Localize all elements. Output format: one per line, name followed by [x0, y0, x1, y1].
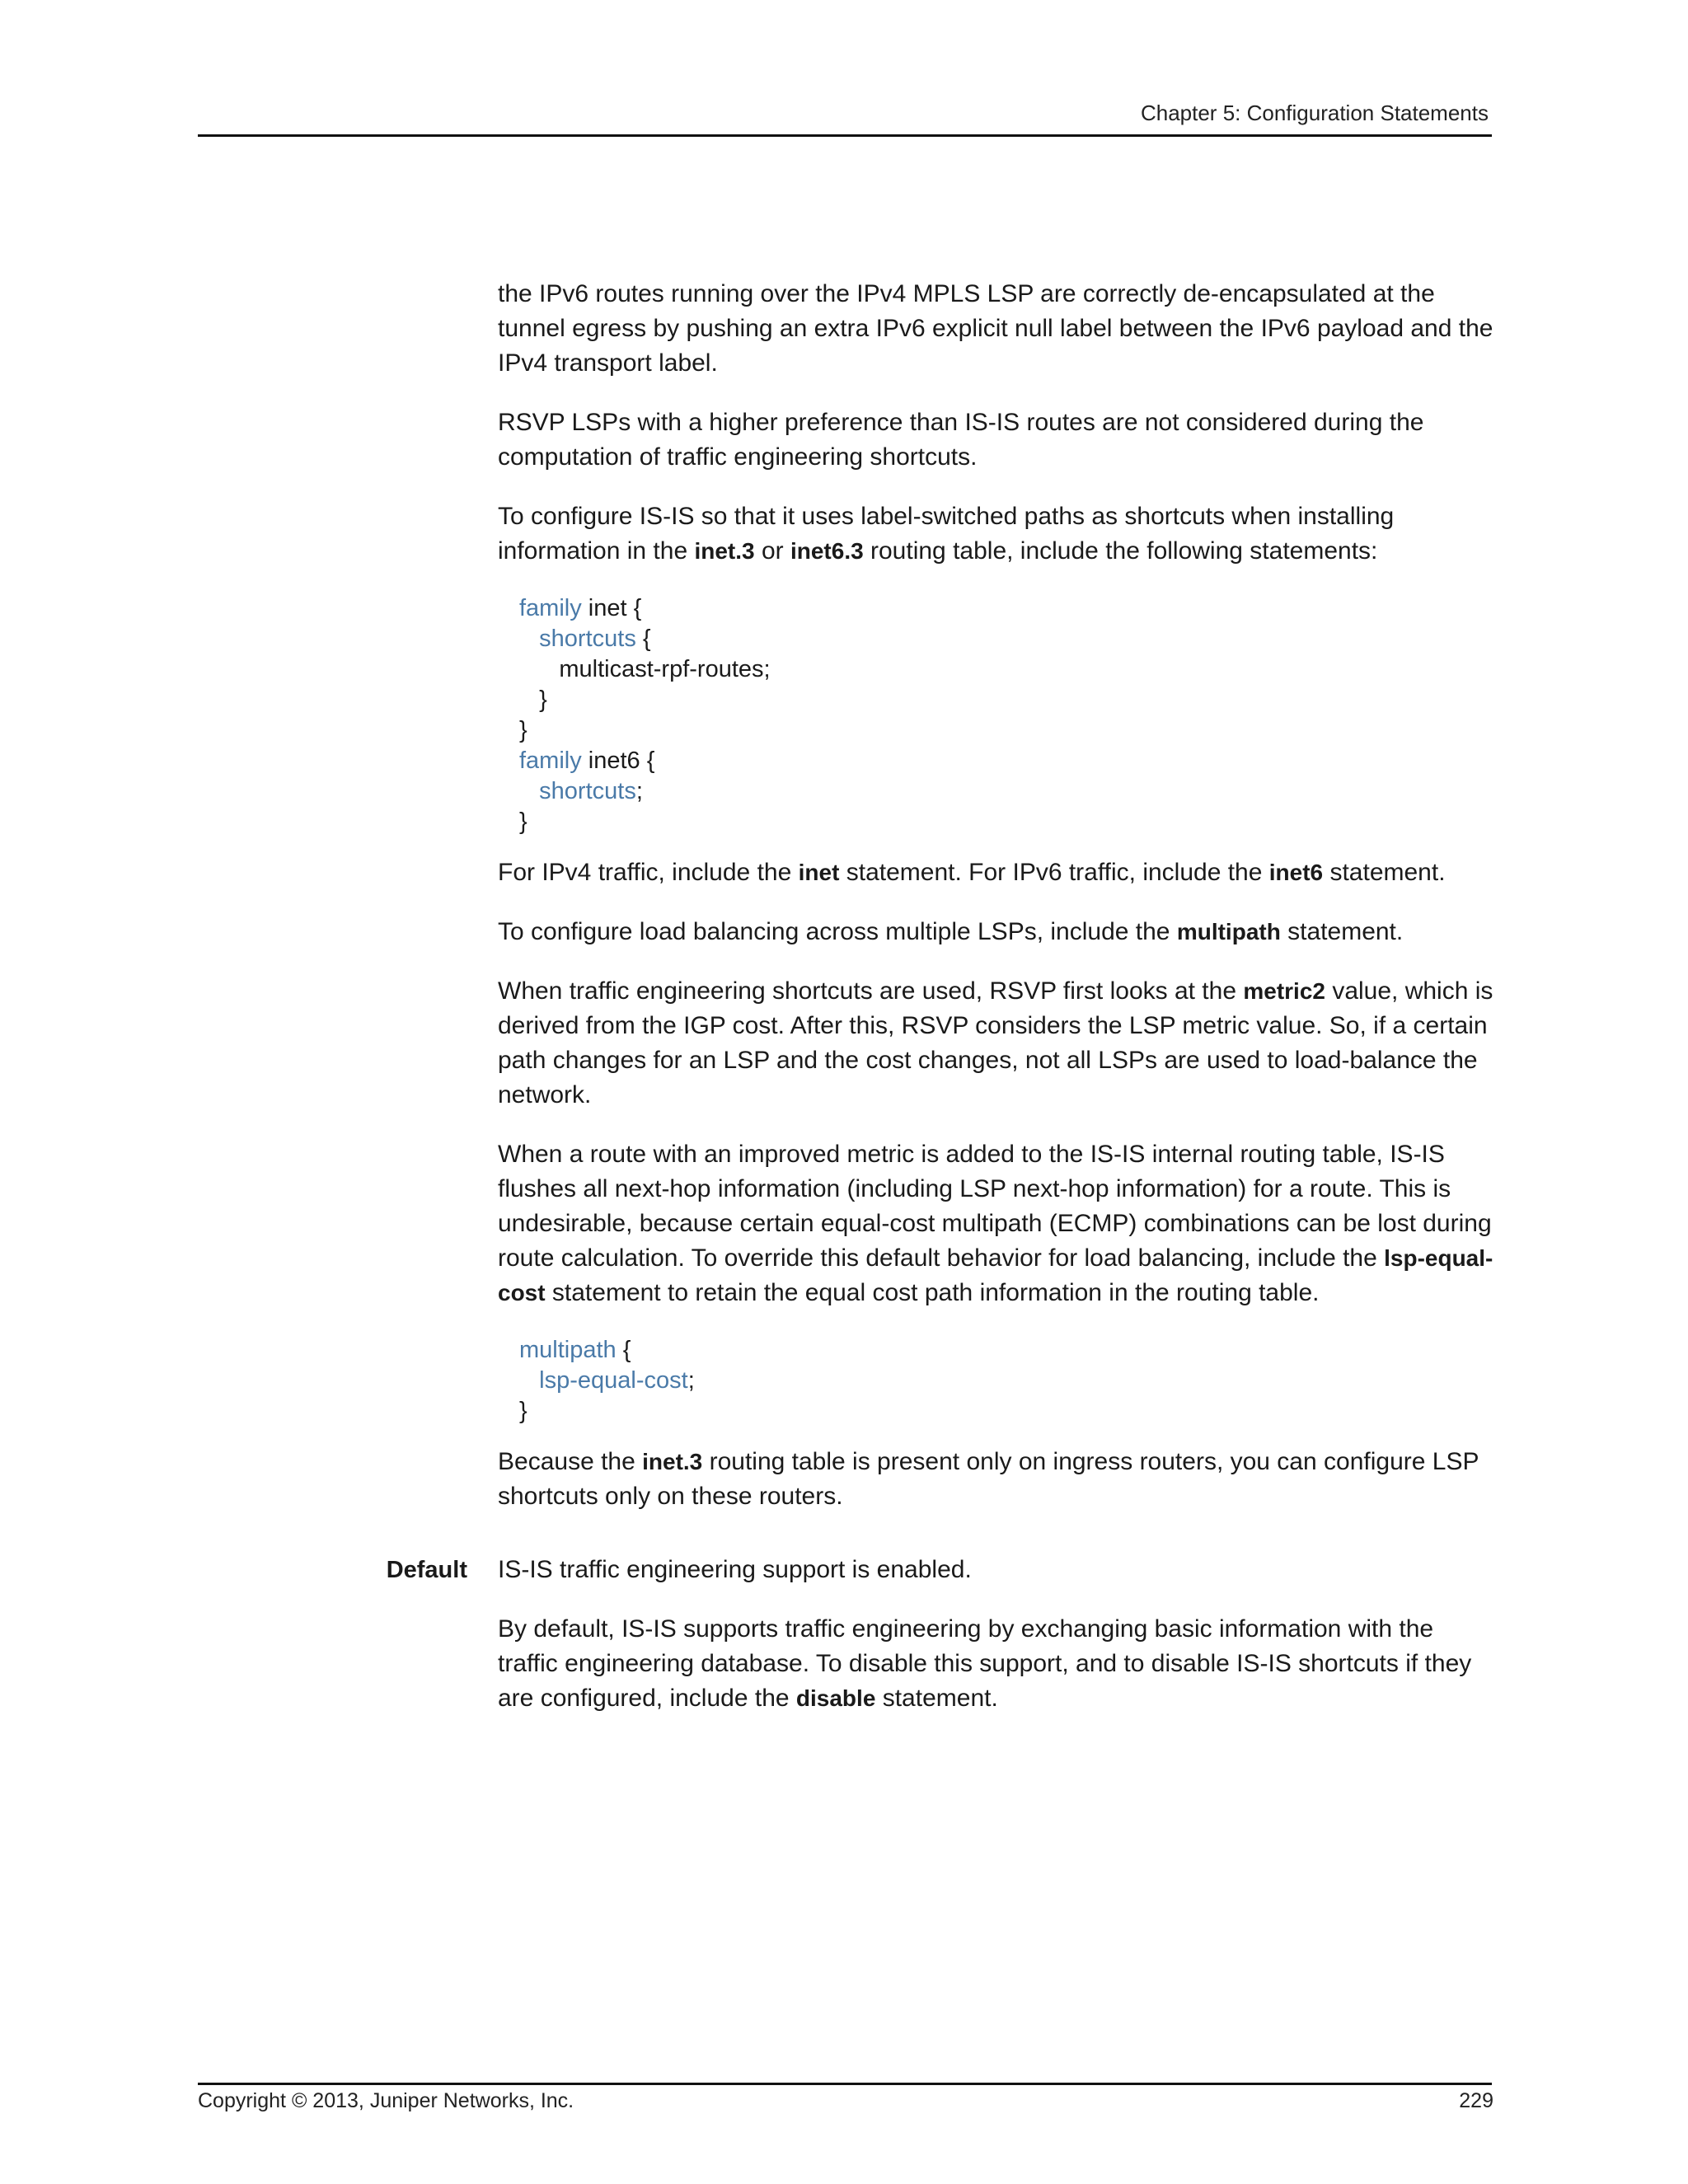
code-keyword[interactable]: shortcuts — [539, 778, 636, 804]
paragraph-rsvp-lsps: RSVP LSPs with a higher preference than IS-IS routes are not considered during the computation of traffic engineering shortcuts. — [498, 409, 1424, 471]
text: When a route with an improved metric is added to the IS-IS internal routing table, IS-IS flushes all next-hop information (including LSP next-hop information) for a route. This is undesirable, because certain equal-cost multipath (ECMP) combinations can be lost during route calculation. To override this default behavior for load balancing, include the — [498, 1141, 1492, 1272]
paragraph-ipv6-routes: the IPv6 routes running over the IPv4 MPLS LSP are correctly de-encapsulated at the tunnel egress by pushing an extra IPv6 explicit null label between the IPv6 payload and the IPv4 transport label. — [498, 280, 1493, 377]
text: statement. — [1280, 918, 1404, 945]
code-block-multipath — [519, 1335, 1495, 1427]
inline-code-inet63: inet6.3 — [790, 538, 864, 564]
text: statement to retain the equal cost path information in the routing table. — [545, 1279, 1320, 1306]
inline-code-inet3: inet.3 — [642, 1449, 703, 1474]
inline-code-inet: inet — [798, 860, 840, 885]
text: When traffic engineering shortcuts are used, RSVP first looks at the — [498, 977, 1244, 1005]
text: or — [754, 537, 790, 565]
code-text: { — [616, 1337, 631, 1363]
default-section-body — [498, 1553, 1495, 1741]
code-text: multicast-rpf-routes; — [559, 656, 771, 682]
text: routing table, include the following statements: — [863, 537, 1378, 565]
text: To configure load balancing across multiple LSPs, include the — [498, 918, 1177, 945]
inline-code-inet6: inet6 — [1268, 860, 1324, 885]
main-content — [498, 277, 1495, 1539]
text: statement. — [875, 1685, 998, 1712]
text: For IPv4 traffic, include the — [498, 859, 799, 886]
code-text: } — [539, 687, 547, 713]
text: To configure IS-IS so that it uses label-switched paths as shortcuts when installing information in the — [498, 503, 1395, 565]
code-block-family — [519, 593, 1495, 837]
text: routing table is present only on ingress routers, you can configure LSP shortcuts only on these routers. — [498, 1448, 1479, 1510]
code-keyword[interactable]: lsp-equal-cost — [539, 1367, 688, 1394]
paragraph-configure-shortcuts — [498, 499, 1495, 569]
code-text: } — [519, 808, 528, 835]
text: statement. For IPv6 traffic, include the — [839, 859, 1269, 886]
paragraph-default-disable — [498, 1612, 1495, 1716]
code-text: } — [519, 1398, 528, 1424]
footer-rule — [198, 2083, 1492, 2085]
inline-code-multipath: multipath — [1176, 919, 1281, 944]
paragraph-inet3-ingress — [498, 1445, 1495, 1514]
code-keyword[interactable]: family — [519, 748, 582, 774]
paragraph-metric2 — [498, 974, 1495, 1113]
running-header: Chapter 5: Configuration Statements — [1140, 101, 1489, 125]
paragraph-inet-inet6 — [498, 855, 1495, 890]
inline-code-disable: disable — [795, 1685, 876, 1711]
text: value, which is derived from the IGP cost. After this, RSVP considers the LSP metric value. So, if a certain path changes for an LSP and the cost changes, not all LSPs are used to load-balance the network. — [498, 977, 1493, 1108]
code-text: } — [519, 717, 528, 743]
paragraph-improved-metric — [498, 1137, 1495, 1310]
text: statement. — [1323, 859, 1446, 886]
code-text: inet { — [581, 595, 642, 621]
header-rule — [198, 134, 1492, 137]
code-keyword[interactable]: family — [519, 595, 582, 621]
text: By default, IS-IS supports traffic engineering by exchanging basic information with the traffic engineering database. To disable this support, and to disable IS-IS shortcuts if they are configured, include the — [498, 1615, 1472, 1712]
code-text: { — [635, 626, 651, 652]
code-text: inet6 { — [581, 748, 655, 774]
paragraph-load-balancing — [498, 915, 1495, 949]
code-text: ; — [687, 1367, 695, 1394]
inline-code-inet3: inet.3 — [694, 538, 755, 564]
code-keyword[interactable]: shortcuts — [539, 626, 636, 652]
copyright-notice: Copyright © 2013, Juniper Networks, Inc. — [198, 2089, 574, 2112]
inline-code-metric2: metric2 — [1243, 978, 1325, 1004]
text: Because the — [498, 1448, 643, 1475]
page-number: 229 — [1459, 2089, 1493, 2112]
paragraph-default-enabled: IS-IS traffic engineering support is enabled. — [498, 1556, 972, 1583]
code-keyword[interactable]: multipath — [519, 1337, 617, 1363]
code-text: ; — [635, 778, 643, 804]
section-label-default: Default — [386, 1557, 467, 1583]
inline-code-lsp-equal-cost: lsp-equal-cost — [498, 1245, 1493, 1305]
